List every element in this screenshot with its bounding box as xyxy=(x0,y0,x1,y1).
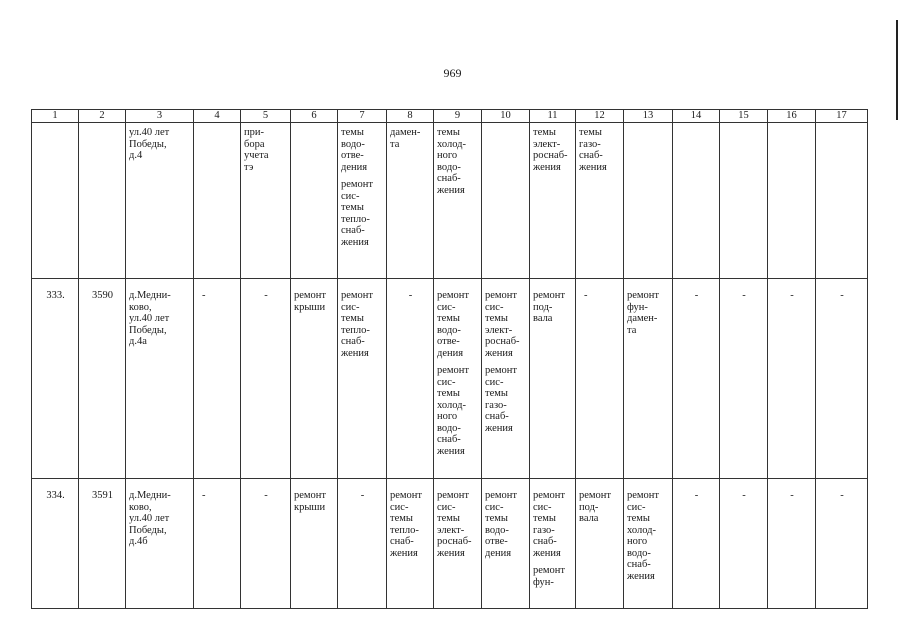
column-header: 17 xyxy=(816,110,868,123)
cell-text: ремонт под- вала xyxy=(533,290,566,324)
table-cell xyxy=(768,123,816,279)
table-cell xyxy=(338,479,387,609)
margin-line xyxy=(896,20,898,120)
table-cell xyxy=(434,123,482,279)
column-header: 8 xyxy=(387,110,434,123)
cell-text: ремонт сис- темы водо- отве- дения xyxy=(437,290,470,359)
table-cell xyxy=(79,123,126,279)
table-cell xyxy=(530,279,576,479)
cell-text: 3590 xyxy=(92,290,113,301)
table-cell xyxy=(194,479,241,609)
cell-text: - xyxy=(694,290,699,301)
table-cell xyxy=(126,479,194,609)
column-header: 13 xyxy=(624,110,673,123)
table-cell xyxy=(624,123,673,279)
column-header: 1 xyxy=(32,110,79,123)
table-cell xyxy=(434,279,482,479)
table-row xyxy=(32,479,868,609)
table-cell xyxy=(194,279,241,479)
table-cell xyxy=(194,123,241,279)
column-number-header xyxy=(32,110,868,123)
column-header: 9 xyxy=(434,110,482,123)
cell-text: д.Медни- ково, ул.40 лет Победы, д.4б xyxy=(129,490,171,547)
table-cell xyxy=(79,279,126,479)
cell-text: ремонт под- вала xyxy=(579,490,612,524)
cell-text: д.Медни- ково, ул.40 лет Победы, д.4а xyxy=(129,290,171,347)
table-cell xyxy=(387,123,434,279)
cell-text: ремонт фун- дамен- та xyxy=(627,290,660,336)
cell-text: - xyxy=(742,490,746,501)
table-cell xyxy=(576,479,624,609)
table-cell xyxy=(291,479,338,609)
cell-text: ремонт крыши xyxy=(294,490,327,513)
table-cell xyxy=(482,479,530,609)
table-cell xyxy=(32,279,79,479)
table-cell xyxy=(291,123,338,279)
cell-text: - xyxy=(202,490,206,501)
table-cell xyxy=(241,279,291,479)
cell-text: ремонт крыши xyxy=(294,290,327,313)
cell-text: - xyxy=(264,290,268,301)
table-cell xyxy=(434,479,482,609)
cell-text: дамен- та xyxy=(390,127,421,150)
column-header: 2 xyxy=(79,110,126,123)
column-header: 5 xyxy=(241,110,291,123)
cell-text: - xyxy=(790,290,794,301)
cell-text: 3591 xyxy=(92,490,113,501)
table-cell xyxy=(32,479,79,609)
cell-text: при- бора учета тэ xyxy=(244,127,269,173)
table-cell xyxy=(530,479,576,609)
table-cell xyxy=(720,123,768,279)
table-cell xyxy=(530,123,576,279)
column-header: 12 xyxy=(576,110,624,123)
cell-text: ремонт сис- темы тепло- снаб- жения xyxy=(341,179,374,248)
register-table xyxy=(31,109,868,609)
table-cell xyxy=(720,479,768,609)
column-header: 15 xyxy=(720,110,768,123)
cell-text: - xyxy=(694,490,699,501)
column-header: 10 xyxy=(482,110,530,123)
cell-text: 333. xyxy=(46,290,65,301)
table-cell xyxy=(32,123,79,279)
table-cell xyxy=(720,279,768,479)
table-cell xyxy=(768,479,816,609)
table-cell xyxy=(624,479,673,609)
column-header: 6 xyxy=(291,110,338,123)
cell-text: ремонт фун- xyxy=(533,565,566,588)
table-cell xyxy=(126,123,194,279)
table-cell xyxy=(338,123,387,279)
column-header: 11 xyxy=(530,110,576,123)
table-row xyxy=(32,123,868,279)
cell-text: ремонт сис- темы элект- роснаб- жения xyxy=(485,290,520,359)
table-cell xyxy=(387,279,434,479)
table-cell xyxy=(241,123,291,279)
cell-text: - xyxy=(790,490,794,501)
cell-text: ремонт сис- темы тепло- снаб- жения xyxy=(390,490,423,559)
table-cell xyxy=(576,279,624,479)
table-cell xyxy=(126,279,194,479)
table-cell xyxy=(768,279,816,479)
table-cell xyxy=(338,279,387,479)
cell-text: ул.40 лет Победы, д.4 xyxy=(129,127,170,161)
cell-text: темы водо- отве- дения xyxy=(341,127,368,173)
table-cell xyxy=(241,479,291,609)
table-cell xyxy=(482,123,530,279)
cell-text: темы элект- роснаб- жения xyxy=(533,127,568,173)
column-header: 14 xyxy=(673,110,720,123)
table-cell xyxy=(576,123,624,279)
page-number: 969 xyxy=(443,66,462,80)
table-cell xyxy=(673,279,720,479)
table-cell xyxy=(816,123,868,279)
cell-text: - xyxy=(584,290,588,301)
cell-text: - xyxy=(202,290,206,301)
table-cell xyxy=(291,279,338,479)
cell-text: - xyxy=(264,490,268,501)
cell-text: - xyxy=(408,290,413,301)
column-header: 7 xyxy=(338,110,387,123)
cell-text: - xyxy=(742,290,746,301)
cell-text: темы газо- снаб- жения xyxy=(579,127,607,173)
column-header: 4 xyxy=(194,110,241,123)
table-cell xyxy=(79,479,126,609)
table-cell xyxy=(482,279,530,479)
table-row xyxy=(32,279,868,479)
cell-text: ремонт сис- темы элект- роснаб- жения xyxy=(437,490,472,559)
cell-text: 334. xyxy=(46,490,65,501)
cell-text: ремонт сис- темы газо- снаб- жения xyxy=(485,365,518,434)
column-header: 16 xyxy=(768,110,816,123)
column-header: 3 xyxy=(126,110,194,123)
cell-text: ремонт сис- темы газо- снаб- жения xyxy=(533,490,566,559)
table-cell xyxy=(624,279,673,479)
table-cell xyxy=(816,479,868,609)
table-cell xyxy=(673,123,720,279)
cell-text: ремонт сис- темы тепло- снаб- жения xyxy=(341,290,374,359)
cell-text: ремонт сис- темы водо- отве- дения xyxy=(485,490,518,559)
table-cell xyxy=(816,279,868,479)
cell-text: - xyxy=(840,290,844,301)
cell-text: темы холод- ного водо- снаб- жения xyxy=(437,127,466,196)
cell-text: ремонт сис- темы холод- ного водо- снаб- жения xyxy=(437,365,470,457)
cell-text: - xyxy=(840,490,844,501)
cell-text: ремонт сис- темы холод- ного водо- снаб- жения xyxy=(627,490,660,582)
cell-text: - xyxy=(360,490,365,501)
table-cell xyxy=(673,479,720,609)
table-cell xyxy=(387,479,434,609)
